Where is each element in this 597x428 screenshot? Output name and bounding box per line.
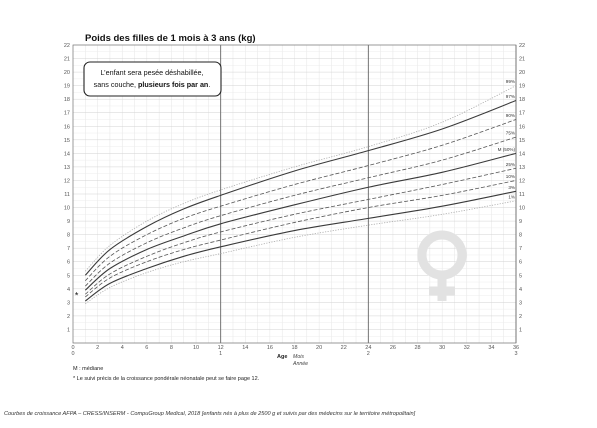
credit-line: Courbes de croissance AFPA – CRESS/INSERM - CompuGroup Medical, 2018 [enfants nés à plus de 2500 g et suivis par des médecins sur le territoire métropolitain] bbox=[4, 411, 416, 417]
y-tick-label-left: 2 bbox=[66, 313, 70, 320]
x-tick-label-month: 8 bbox=[169, 345, 173, 351]
x-axis-label: Age bbox=[277, 354, 288, 360]
y-tick-label-right: 14 bbox=[519, 151, 526, 158]
y-tick-label-left: 19 bbox=[63, 83, 70, 90]
x-tick-label-month: 14 bbox=[242, 345, 249, 351]
y-tick-label-right: 1 bbox=[519, 327, 523, 334]
x-tick-label-month: 32 bbox=[463, 345, 470, 351]
y-tick-label-left: 9 bbox=[66, 219, 70, 226]
y-tick-label-right: 13 bbox=[519, 164, 526, 171]
y-tick-label-left: 4 bbox=[66, 286, 70, 293]
percentile-label: 99% bbox=[505, 79, 515, 85]
y-tick-label-right: 18 bbox=[519, 97, 526, 104]
y-tick-label-right: 5 bbox=[519, 273, 523, 280]
y-tick-label-left: 7 bbox=[66, 246, 70, 253]
y-tick-label-right: 19 bbox=[519, 83, 526, 90]
x-tick-label-month: 2 bbox=[96, 345, 100, 351]
y-tick-label-left: 3 bbox=[66, 300, 70, 307]
y-tick-label-right: 17 bbox=[519, 110, 526, 117]
chart-title: Poids des filles de 1 mois à 3 ans (kg) bbox=[85, 33, 256, 44]
x-unit-months: Mois bbox=[293, 354, 304, 360]
percentile-label: 3% bbox=[508, 184, 515, 190]
percentile-curve bbox=[85, 101, 516, 276]
percentile-label: 90% bbox=[505, 113, 515, 118]
y-tick-label-right: 8 bbox=[519, 232, 523, 239]
y-tick-label-left: 12 bbox=[63, 178, 70, 185]
percentile-label: M (50%) bbox=[497, 146, 515, 152]
y-tick-label-left: 14 bbox=[63, 151, 70, 158]
x-tick-label-month: 12 bbox=[217, 345, 224, 351]
y-tick-label-left: 21 bbox=[63, 56, 70, 63]
y-tick-label-right: 9 bbox=[519, 219, 523, 226]
y-tick-label-right: 6 bbox=[519, 259, 523, 266]
y-tick-label-right: 20 bbox=[519, 70, 526, 77]
x-tick-label-month: 16 bbox=[266, 345, 273, 351]
y-tick-label-left: 6 bbox=[66, 259, 70, 266]
x-tick-label-month: 30 bbox=[439, 345, 446, 351]
x-tick-label-year: 0 bbox=[71, 351, 75, 357]
y-tick-label-left: 15 bbox=[63, 137, 70, 144]
percentile-curve bbox=[85, 137, 516, 286]
y-tick-label-right: 11 bbox=[519, 192, 525, 198]
x-tick-label-month: 26 bbox=[389, 345, 397, 351]
note-box bbox=[84, 62, 221, 96]
note-line-1: L’enfant sera pesée déshabillée, bbox=[100, 68, 204, 77]
x-tick-label-month: 20 bbox=[316, 345, 323, 351]
x-tick-label-month: 0 bbox=[71, 345, 75, 351]
x-tick-label-month: 24 bbox=[365, 345, 372, 351]
y-tick-label-right: 16 bbox=[519, 124, 526, 131]
x-tick-label-month: 34 bbox=[488, 345, 495, 351]
footnote-median: M : médiane bbox=[73, 366, 104, 372]
note-line-2-bold: plusieurs fois par an bbox=[138, 80, 209, 89]
note-line-2-end: . bbox=[208, 80, 211, 89]
y-tick-label-right: 3 bbox=[519, 300, 523, 307]
y-tick-label-right: 22 bbox=[519, 43, 526, 49]
percentile-label: 25% bbox=[505, 161, 515, 167]
x-tick-label-month: 28 bbox=[414, 345, 421, 351]
y-tick-label-right: 2 bbox=[519, 313, 523, 320]
percentile-curve bbox=[85, 86, 516, 272]
y-tick-label-left: 18 bbox=[63, 97, 70, 104]
y-tick-label-right: 15 bbox=[519, 137, 526, 144]
y-tick-label-left: 5 bbox=[66, 273, 70, 280]
x-tick-label-month: 22 bbox=[340, 345, 347, 351]
y-tick-label-left: 17 bbox=[63, 110, 70, 117]
birth-marker: * bbox=[74, 290, 79, 301]
percentile-label: 97% bbox=[505, 94, 515, 100]
y-tick-label-right: 12 bbox=[519, 178, 526, 185]
note-line-2-text: sans couche, bbox=[93, 80, 139, 89]
y-tick-label-right: 7 bbox=[519, 246, 523, 253]
y-tick-label-right: 21 bbox=[519, 56, 526, 63]
x-tick-label-month: 10 bbox=[192, 345, 200, 351]
footnote-neonatal: * Le suivi précis de la croissance pondérale néonatale peut se faire page 12. bbox=[73, 376, 260, 382]
x-tick-label-month: 6 bbox=[145, 345, 149, 351]
x-tick-label-year: 2 bbox=[366, 351, 370, 357]
y-tick-label-right: 10 bbox=[519, 205, 526, 212]
y-tick-label-left: 13 bbox=[63, 164, 70, 171]
y-tick-label-left: 20 bbox=[63, 70, 70, 77]
note-line-2 bbox=[94, 80, 211, 89]
percentile-curve bbox=[85, 120, 516, 281]
y-tick-label-right: 4 bbox=[519, 286, 523, 293]
x-tick-label-month: 4 bbox=[120, 345, 124, 351]
x-tick-label-year: 3 bbox=[514, 351, 518, 357]
y-tick-label-left: 16 bbox=[63, 124, 70, 131]
y-tick-label-left: 1 bbox=[66, 327, 70, 334]
x-tick-label-month: 36 bbox=[512, 345, 520, 351]
y-tick-label-left: 10 bbox=[63, 205, 70, 212]
y-tick-label-left: 11 bbox=[64, 192, 70, 198]
y-tick-label-left: 8 bbox=[66, 232, 70, 239]
percentile-label: 75% bbox=[505, 130, 515, 136]
percentile-label: 10% bbox=[505, 173, 515, 179]
x-tick-label-month: 18 bbox=[291, 345, 298, 351]
x-unit-years: Année bbox=[293, 361, 309, 367]
y-tick-label-left: 22 bbox=[63, 43, 70, 49]
x-tick-label-year: 1 bbox=[219, 351, 223, 357]
percentile-label: 1% bbox=[508, 194, 515, 200]
